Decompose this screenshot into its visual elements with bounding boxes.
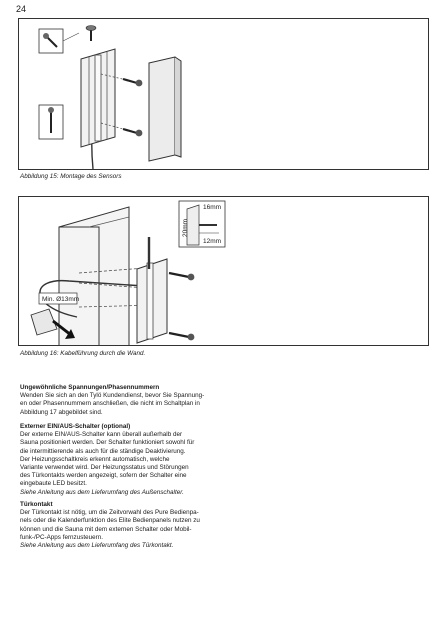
screw-icon: [86, 26, 96, 42]
screw-icon: [169, 333, 194, 340]
hole-diameter-label: Min. Ø13mm: [42, 296, 80, 303]
figure-sensor-mounting: [18, 18, 429, 170]
body-line: Der Heizungsschaltkreis erkennt automatisch, welche: [20, 455, 170, 463]
section-door-contact: [20, 501, 216, 550]
body-line: Der Türkontakt ist nötig, um die Zeitvorwahl des Pure Bedienpa-: [20, 509, 199, 517]
figure-16-caption: Abbildung 16: Kabelführung durch die Wand.: [20, 350, 146, 357]
body-note: Siehe Anleitung aus dem Lieferumfang des Türkontakt.: [20, 542, 174, 550]
body-line: Sauna positioniert werden. Der Schalter funktioniert sowohl für: [20, 439, 195, 447]
section-heading: Ungewöhnliche Spannungen/Phasennummern: [20, 384, 160, 391]
body-line: funk-/PC-Apps fernzusteuern.: [20, 533, 103, 541]
screw-icon: [123, 79, 142, 86]
dimension-12mm: 12mm: [203, 238, 222, 245]
sensor-mounting-illustration: [19, 19, 429, 170]
body-line: eingebaute LED besitzt.: [20, 480, 87, 488]
dimension-20mm: 20mm: [182, 218, 189, 237]
body-line: können und die Sauna mit dem externen Schalter oder Mobil-: [20, 525, 192, 533]
page-number: 24: [16, 4, 27, 14]
screw-icon: [123, 129, 142, 136]
cable-routing-illustration: [19, 197, 429, 346]
section-heading: Türkontakt: [20, 501, 53, 508]
body-line: Wenden Sie sich an den Tylö Kundendienst, bevor Sie Spannung-: [20, 392, 205, 400]
section-external-switch: [20, 423, 216, 497]
body-line: die intermittierende als auch für die ständige Deaktivierung.: [20, 447, 186, 455]
section-heading: Externer EIN/AUS-Schalter (optional): [20, 423, 131, 430]
body-line: des Türkontakts werden angezeigt, sofern der Schalter eine: [20, 472, 187, 480]
screw-icon: [169, 273, 194, 280]
body-line: Abbildung 17 abgebildet sind.: [20, 408, 103, 416]
figure-15-caption: Abbildung 15: Montage des Sensors: [20, 173, 122, 180]
body-line: Der externe EIN/AUS-Schalter kann überall außerhalb der: [20, 431, 183, 439]
body-line: Variante verwendet wird. Der Heizungsstatus und Störungen: [20, 464, 189, 472]
body-line: en oder Phasennummern anschließen, die nicht im Schaltplan in: [20, 400, 200, 408]
figure-cable-routing: [18, 196, 429, 346]
body-note: Siehe Anleitung aus dem Lieferumfang des Außenschalter.: [20, 488, 184, 496]
section-unusual-voltages: [20, 384, 216, 417]
body-line: nels oder die Kalenderfunktion des Elite Bedienpanels nutzen zu: [20, 517, 200, 525]
dimension-16mm: 16mm: [203, 204, 222, 211]
